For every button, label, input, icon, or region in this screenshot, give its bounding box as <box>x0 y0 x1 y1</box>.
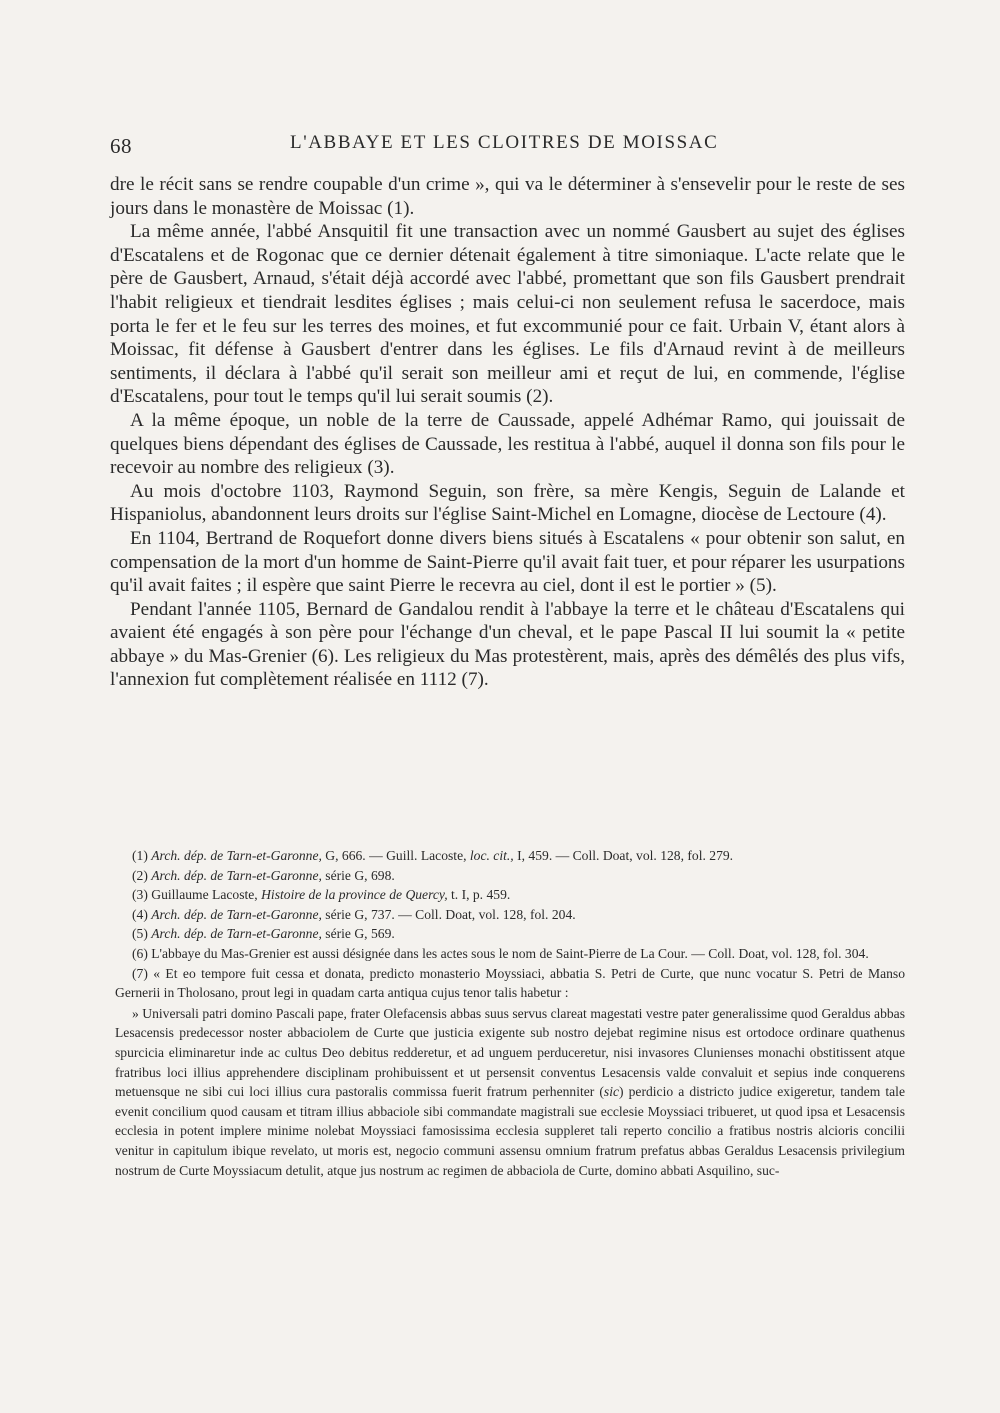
footnote-3-text-end: t. I, p. 459. <box>447 887 511 903</box>
footnote-7: (7) « Et eo tempore fuit cessa et donata, predicto monasterio Moyssiaci, abbatia S. Petri de Curte, que nunc vocatur S. Petri de Manso Gernerii in Tholosano, prout legi in quadam carta antiqua cujus tenor talis habetur : <box>115 965 905 1001</box>
footnote-1-loc-cit: loc. cit., <box>469 848 514 863</box>
main-text <box>110 173 905 692</box>
footnote-5-number: (5) <box>132 926 152 942</box>
paragraph-continued: dre le récit sans se rendre coupable d'un crime », qui va le déterminer à s'ensevelir pour le reste de ses jours dans le monastère de Moissac (1). <box>110 174 905 219</box>
paragraph-caussade: A la même époque, un noble de la terre de Caussade, appelé Adhémar Ramo, qui jouissait de quelques biens dépendant des églises de Caussade, les restitua à l'abbé, auquel il donna son fils pour le recevoir au nombre des religieux (3). <box>110 409 905 479</box>
footnote-2 <box>115 866 905 886</box>
page-number: 68 <box>110 134 132 158</box>
footnote-4-text: série G, 737. — Coll. Doat, vol. 128, fol. 204. <box>321 906 576 922</box>
footnotes <box>115 846 905 1180</box>
footnote-6: (6) L'abbaye du Mas-Grenier est aussi désignée dans les actes sous le nom de Saint-Pierre de La Cour. — Coll. Doat, vol. 128, fol. 304. <box>132 945 869 961</box>
paragraph-gausbert: La même année, l'abbé Ansquitil fit une transaction avec un nommé Gausbert au sujet des églises d'Escatalens et de Rogonac que ce dernier détenait également à titre simoniaque. L'acte relate que le père de Gausbert, Arnaud, s'était déjà accordé avec l'abbé, promettant que son fils Gausbert prendrait l'habit religieux et tiendrait lesdites églises ; mais celui-ci non seulement refusa le sacerdoce, mais porta le fer et le feu sur les terres des moines, et fut excommunié pour ce fait. Urbain V, étant alors à Moissac, fit défense à Gausbert d'entrer dans les églises. Le fils d'Arnaud revint à de meilleurs sentiments, il déclara à l'abbé qu'il serait son meilleur ami et reçut de lui, en commende, l'église d'Escatalens, pour tout le temps qu'il lui serait soumis (2). <box>110 221 905 408</box>
footnote-5 <box>115 924 905 944</box>
latin-charter-text: » Universali patri domino Pascali pape, frater Olefacensis abbas suus servus clareat magestati vestre pater generalissime quod Geraldus abbas Lesacensis predecessor noster abbaciolem de Curte que justicia exigente sub nostro dejebat regimine nisus est ortodoce ordinare quathenus spurcicia eliminaretur inde ac cultus Deo debitus redderetur, et ad unguem perduceretur, nisi invasores Clunienses monachi obstitissent atque fratribus loci illius apprehendere disciplinam prohibuissent et ut persensit conventus Lesacensis valde convaluit et sepius inde conquerens metuensque ne sibi cui loci illius cura pastoralis commissa fuerit fratrum perhenniter ( <box>115 1005 905 1100</box>
latin-charter-sic: sic <box>603 1084 620 1100</box>
footnote-2-number: (2) <box>132 867 152 883</box>
footnote-2-text: série G, 698. <box>321 867 395 883</box>
footnote-1 <box>115 846 905 866</box>
latin-charter-text-end: ) perdicio a districto judice exigeretur, tandem tale evenit concilium quod causam et titram illius abbaciole sibi commandate magistrali sue ecclesie Moyssiaci tribueret, ut quod ipsa et Lesacensis ecclesia in potent implere minime nolebat Moyssiaci famosissima ecclesia suppleret tali reperto concilio a fratibus nostris alcioris concilii venitur in capitulum ibique revelato, ut moris est, negocio communi assensu omnium fratrum prefatus abbas Geraldus Lesacensis privilegium nostrum de Curte Moyssiacum detulit, atque jus nostrum ac regimen de abbaciola de Curte, domino abbati Asquilino, suc- <box>115 1084 905 1178</box>
footnote-5-source: Arch. dép. de Tarn-et-Garonne, <box>151 926 322 942</box>
footnote-2-source: Arch. dép. de Tarn-et-Garonne, <box>151 867 322 883</box>
page-header <box>110 128 905 158</box>
footnote-7-latin-charter <box>115 1004 905 1180</box>
footnote-4-source: Arch. dép. de Tarn-et-Garonne, <box>151 906 322 922</box>
footnote-5-text: série G, 569. <box>321 926 395 942</box>
footnote-1-source: Arch. dép. de Tarn-et-Garonne, <box>151 848 322 863</box>
footnote-1-text: G, 666. — Guill. Lacoste, <box>321 848 470 863</box>
paragraph-roquefort: En 1104, Bertrand de Roquefort donne divers biens situés à Escatalens « pour obtenir son salut, en compensation de la mort d'un homme de Saint-Pierre qu'il avait fait tuer, et pour réparer les usurpations qu'il avait faites ; il espère que saint Pierre le recevra au ciel, dont il est le portier » (5). <box>110 527 905 597</box>
footnote-3-text: (3) Guillaume Lacoste, <box>132 887 262 903</box>
footnote-3 <box>115 885 905 905</box>
footnote-3-title: Histoire de la province de Quercy, <box>261 887 448 903</box>
footnote-1-number: (1) <box>132 848 152 863</box>
footnote-4 <box>115 905 905 925</box>
paragraph-lomagne: Au mois d'octobre 1103, Raymond Seguin, son frère, sa mère Kengis, Seguin de Lalande et Hispaniolus, abandonnent leurs droits sur l'église Saint-Michel en Lomagne, diocèse de Lectoure (4). <box>110 480 905 526</box>
paragraph-gandalou: Pendant l'année 1105, Bernard de Gandalou rendit à l'abbaye la terre et le château d'Escatalens qui avaient été engagés à son père pour l'échange d'un cheval, et le pape Pascal II lui soumit la « petite abbaye » du Mas-Grenier (6). Les religieux du Mas protestèrent, mais, après des démêlés des plus vifs, l'annexion fut complètement réalisée en 1112 (7). <box>110 598 905 691</box>
footnote-1-text-end: I, 459. — Coll. Doat, vol. 128, fol. 279. <box>513 848 734 863</box>
running-title: L'ABBAYE ET LES CLOITRES DE MOISSAC <box>290 132 719 153</box>
footnote-4-number: (4) <box>132 906 152 922</box>
